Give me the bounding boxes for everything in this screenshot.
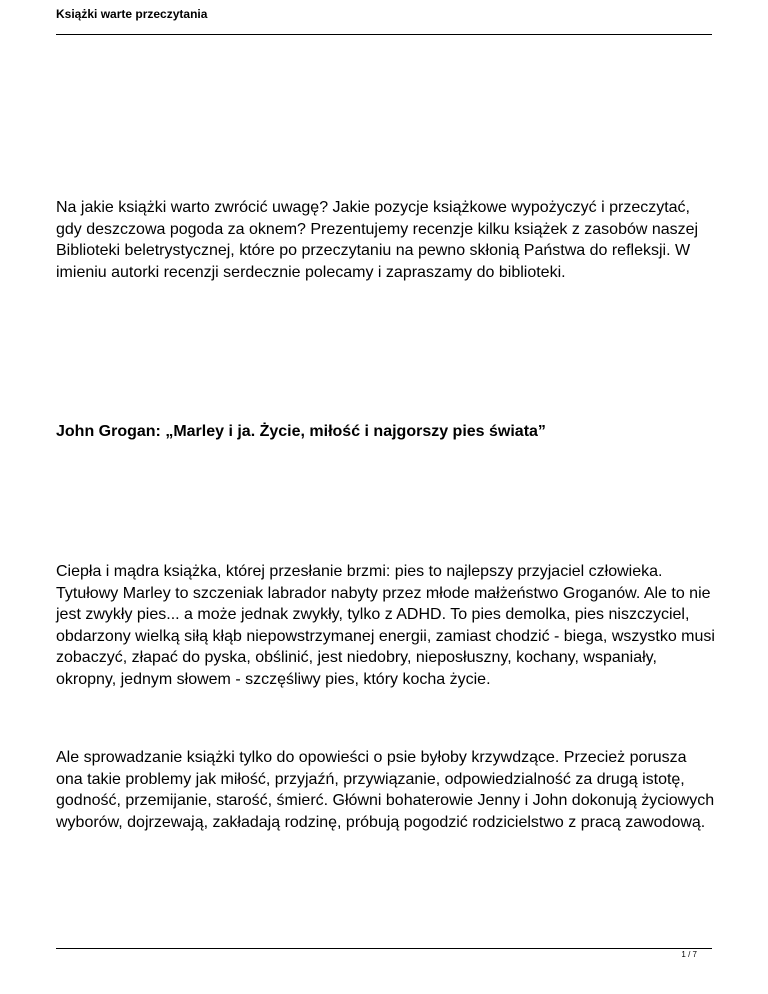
review-paragraph-1: Ciepła i mądra książka, której przesłanie brzmi: pies to najlepszy przyjaciel człowieka. Tytułowy Marley to szczeniak labrador nabyty przez młode małżeństwo Groganów. Ale to nie jest zwykły pies... a może jednak zwykły, tylko z ADHD. To pies demolka, pies niszczyciel, obdarzony wielką siłą kłąb niepowstrzymanej energii, zamiast chodzić - biega, wszystko musi zobaczyć, złapać do pyska, obślinić, jest niedobry, nieposłuszny, kochany, wspaniały, okropny, jednym słowem - szczęśliwy pies, który kocha życie. xyxy=(56,563,715,688)
page-number: 1 / 7 xyxy=(681,950,697,959)
intro-paragraph: Na jakie książki warto zwrócić uwagę? Jakie pozycje książkowe wypożyczyć i przeczytać, gdy deszczowa pogoda za oknem? Prezentujemy recenzje kilku książek z zasobów naszej Biblioteki beletrystycznej, które po przeczytaniu na pewno skłonią Państwa do refleksji. W imieniu autorki recenzji serdecznie polecamy i zapraszamy do biblioteki. xyxy=(56,199,699,281)
footer-divider xyxy=(56,948,712,949)
document-header-title: Książki warte przeczytania xyxy=(56,7,208,21)
book-title-heading: John Grogan: „Marley i ja. Życie, miłość i najgorszy pies świata” xyxy=(56,423,546,440)
review-paragraph-2: Ale sprowadzanie książki tylko do opowieści o psie byłoby krzywdzące. Przecież porusza ona takie problemy jak miłość, przyjaźń, przywiązanie, odpowiedzialność za drugą istotę, godność, przemijanie, starość, śmierć. Główni bohaterowie Jenny i John dokonują życiowych wyborów, dojrzewają, zakładają rodzinę, próbują pogodzić rodzicielstwo z pracą zawodową. xyxy=(56,749,715,831)
header-divider xyxy=(56,34,712,35)
